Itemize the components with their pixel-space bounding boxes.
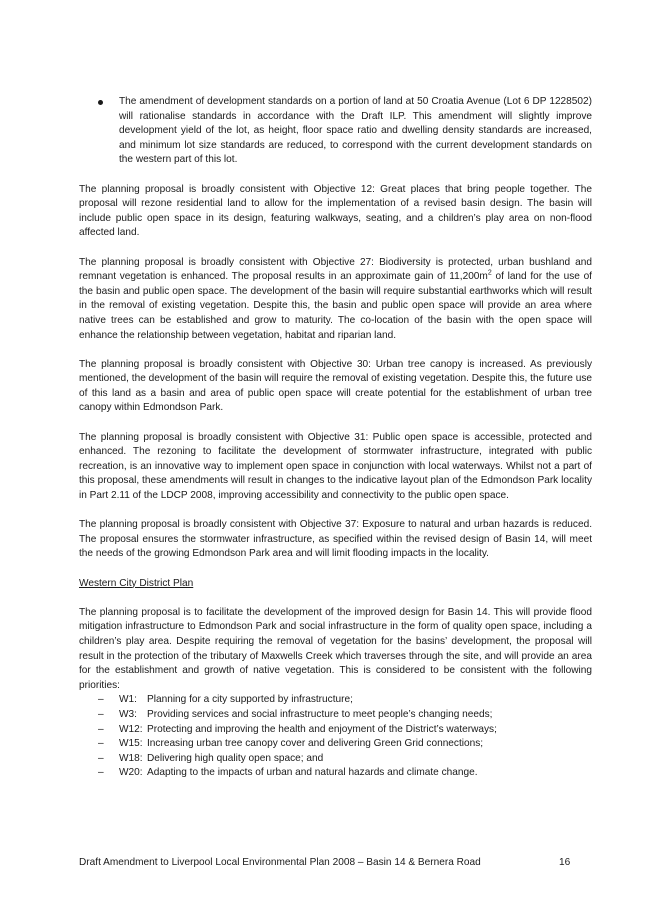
dash-marker: – [98, 694, 104, 706]
list-item [79, 766, 592, 781]
paragraph-objective-31: The planning proposal is broadly consistent with Objective 31: Public open space is accessible, protected and enhanced. The rezoning to facilitate the development of stormwater infrastructure, integrated with public recreation, is an innovative way to implement open space in conjunction with local waterways. Whilst not a part of this proposal, these amendments will result in changes to the indicative layout plan of the Edmondson Park locality in Part 2.11 of the LDCP 2008, improving accessibility and connectivity to the public open space. [79, 431, 592, 502]
bullet-text: The amendment of development standards on a portion of land at 50 Croatia Avenue (Lot 6 DP 1228502) will rationalise standards in accordance with the Draft ILP. This amendment will slightly improve development yield of the lot, as height, floor space ratio and dwelling density standards are increased, and minimum lot size standards are reduced, to correspond with the current development standards on the western part of this lot. [119, 96, 592, 166]
priority-text: Adapting to the impacts of urban and natural hazards and climate change. [147, 767, 478, 779]
list-item [79, 708, 592, 723]
list-item [79, 723, 592, 738]
objective-27-text-start: The planning proposal is broadly consistent with Objective 27: Biodiversity is protected, urban bushland and remnant vegetation is enhanced. The proposal results in an approximate gain of 11,200m [79, 256, 592, 283]
priority-code: W3: [119, 708, 137, 720]
priorities-list [79, 693, 592, 781]
priority-text: Delivering high quality open space; and [147, 752, 324, 764]
priority-code: W1: [119, 694, 137, 706]
footer-title: Draft Amendment to Liverpool Local Environmental Plan 2008 – Basin 14 & Bernera Road [79, 857, 481, 868]
bullet-dot-icon [98, 100, 103, 105]
list-item [79, 693, 592, 708]
priority-code: W18: [119, 752, 143, 764]
priority-text: Increasing urban tree canopy cover and delivering Green Grid connections; [147, 738, 484, 750]
priority-text: Planning for a city supported by infrastructure; [147, 694, 353, 706]
paragraph-district-plan: The planning proposal is to facilitate the development of the improved design for Basin 14. This will provide flood mitigation infrastructure to Edmondson Park and social infrastructure in the form of quality open space, including a children’s play area. Despite requiring the removal of vegetation for the basins’ development, the proposal will result in the protection of the tributary of Maxwells Creek which traverses through the site, and will provide an area for the establishment and growth of native vegetation. This is considered to be consistent with the following priorities: [79, 606, 592, 691]
page-content [79, 95, 592, 781]
paragraph-objective-12: The planning proposal is broadly consistent with Objective 12: Great places that bring people together. The proposal will rezone residential land to allow for the implementation of a revised basin design. The basin will include public open space in its design, featuring walkways, seating, and a children’s play area on non-flood affected land. [79, 183, 592, 239]
section-heading: Western City District Plan [79, 577, 194, 589]
page-number: 16 [559, 857, 571, 868]
list-item [79, 752, 592, 767]
paragraph-objective-37: The planning proposal is broadly consistent with Objective 37: Exposure to natural and urban hazards is reduced. The proposal ensures the stormwater infrastructure, as specified within the revised design of Basin 14, will meet the needs of the growing Edmondson Park area and will limit flooding impacts in the locality. [79, 519, 592, 560]
objective-27-text-end: of land for the use of the basin and public open space. The development of the basin will require substantial earthworks which will result in the removal of existing vegetation. Despite this, the basin and public open space will provide an area where native trees can be established and grow to maturity. The co-location of the basin with the open space will enhance the relationship between vegetation, habitat and riparian land. [79, 271, 592, 341]
priority-code: W15: [119, 738, 143, 750]
superscript-two: 2 [487, 269, 492, 277]
dash-marker: – [98, 767, 104, 779]
priority-text: Providing services and social infrastructure to meet people’s changing needs; [147, 708, 493, 720]
page-footer [79, 856, 592, 870]
paragraph-objective-30: The planning proposal is broadly consistent with Objective 30: Urban tree canopy is increased. As previously mentioned, the development of the basin will require the removal of existing vegetation. Despite this, the future use of this land as a basin and area of public open space will create potential for the establishment of urban tree canopy within Edmondson Park. [79, 358, 592, 414]
list-item [79, 737, 592, 752]
priority-code: W20: [119, 767, 143, 779]
dash-marker: – [98, 738, 104, 750]
dash-marker: – [98, 752, 104, 764]
dash-marker: – [98, 708, 104, 720]
bullet-item [79, 95, 592, 168]
dash-marker: – [98, 723, 104, 735]
paragraph-objective-27 [79, 256, 592, 344]
priority-text: Protecting and improving the health and enjoyment of the District’s waterways; [147, 723, 497, 735]
priority-code: W12: [119, 723, 143, 735]
